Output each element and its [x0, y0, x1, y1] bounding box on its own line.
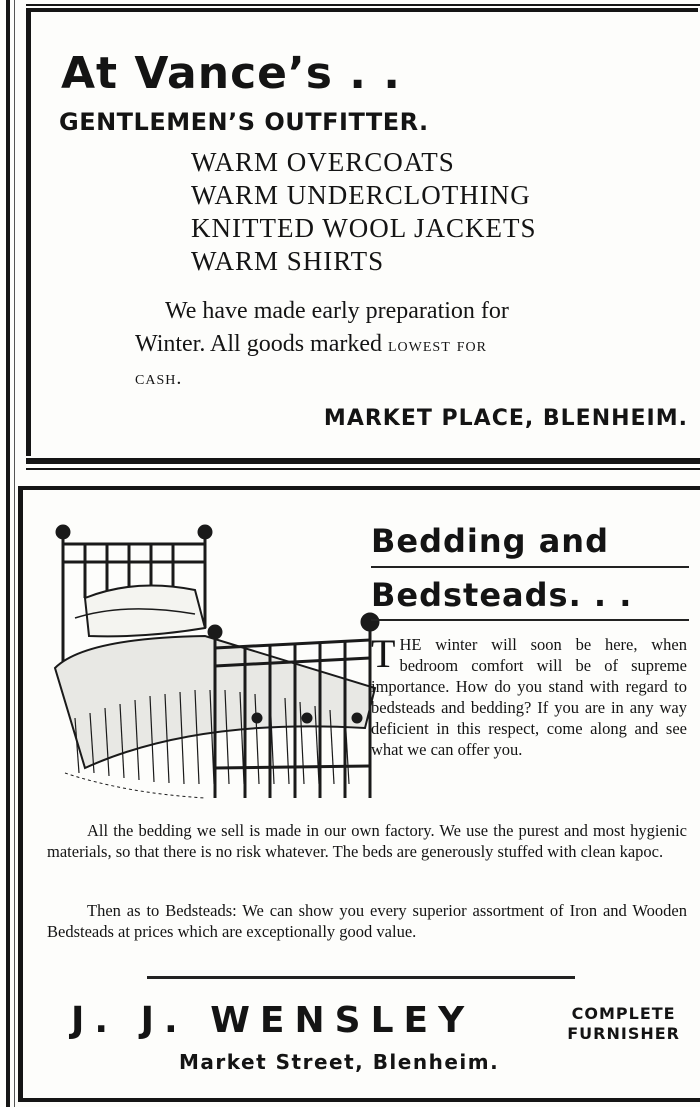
heading-rule — [371, 566, 689, 568]
bedding-paragraph: All the bedding we sell is made in our own factory. We use the purest and most hygienic materials, so that there is no risk whatever. The beds are generously stuffed with clean kapoc. — [47, 821, 687, 861]
wensley-tagline — [567, 1004, 680, 1044]
vance-address: MARKET PLACE, BLENHEIM. — [323, 406, 688, 431]
top-rule — [26, 4, 700, 6]
page-left-rule-thin — [14, 0, 15, 1107]
blurb-line: cash. — [135, 367, 183, 389]
drop-cap: T — [371, 631, 396, 676]
blurb-line: Winter. All goods marked — [135, 331, 388, 357]
wensley-name: J. J. WENSLEY — [71, 1000, 475, 1041]
blurb-smallcaps: lowest for — [388, 334, 487, 356]
vance-title: At Vance’s . . — [61, 48, 401, 99]
product-item: WARM UNDERCLOTHING — [191, 180, 531, 210]
separator-rule-thick — [26, 458, 700, 464]
tagline-line: COMPLETE — [571, 1004, 676, 1023]
blurb-line: We have made early preparation for — [165, 298, 509, 324]
product-list — [191, 146, 536, 278]
vance-subtitle: GENTLEMEN’S OUTFITTER. — [59, 108, 429, 136]
vance-advertisement — [26, 8, 698, 456]
bedstead-illustration — [45, 518, 385, 810]
bedsteads-paragraph: Then as to Bedsteads: We can show you every superior assortment of Iron and Wooden Bedsteads at prices which are exceptionally good value. — [47, 901, 687, 941]
intro-text: HE winter will soon be here, when bedroom comfort will be of supreme importance. How do you stand with regard to bedsteads and bedding? If you are in any way deficient in this respect, come along and see what we can offer you. — [371, 635, 687, 759]
product-item: WARM OVERCOATS — [191, 147, 455, 177]
product-item: WARM SHIRTS — [191, 246, 385, 276]
vance-blurb — [135, 295, 635, 395]
product-item: KNITTED WOOL JACKETS — [191, 213, 537, 243]
tagline-line: FURNISHER — [567, 1024, 680, 1043]
heading-rule — [371, 619, 689, 621]
divider-rule — [147, 976, 575, 979]
wensley-advertisement — [18, 488, 698, 1100]
page-left-rule — [6, 0, 10, 1107]
separator-rule-thin — [26, 468, 700, 470]
wensley-address: Market Street, Blenheim. — [179, 1050, 500, 1074]
intro-column — [371, 631, 687, 760]
bedsteads-heading: Bedsteads. . . — [371, 576, 633, 614]
bedding-heading: Bedding and — [371, 522, 609, 560]
